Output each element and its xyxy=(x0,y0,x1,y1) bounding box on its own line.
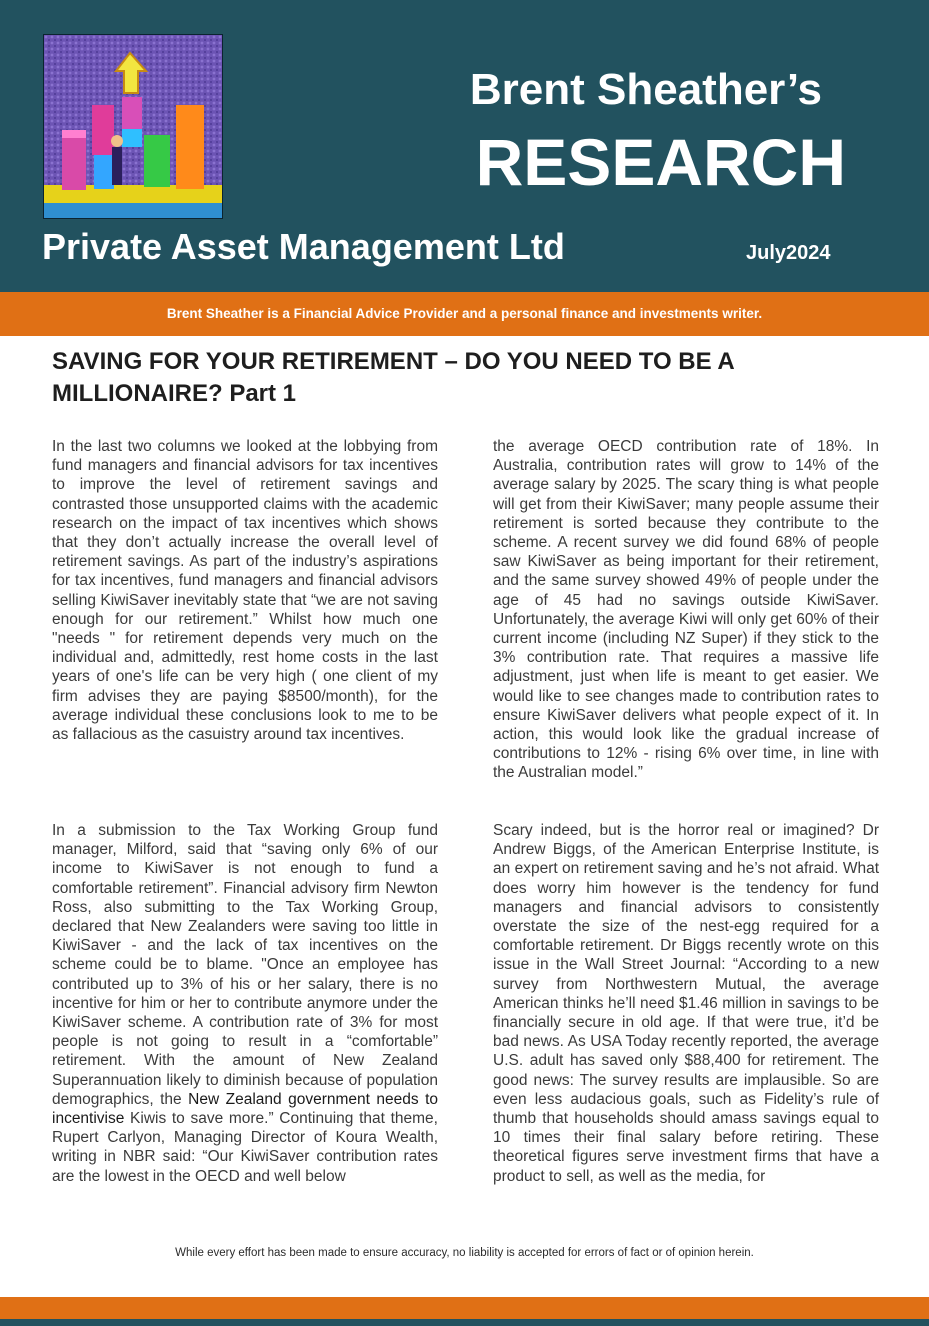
issue-date: July2024 xyxy=(746,242,831,264)
tagline-band xyxy=(0,292,929,336)
footer-band xyxy=(0,1297,929,1326)
column1-emphasis: New Zealand government needs to incentivise xyxy=(52,1090,439,1128)
company-name: Private Asset Management Ltd xyxy=(42,226,565,267)
logo-image xyxy=(43,34,223,219)
column1-paragraph2-part2: Kiwis to save more.” Continuing that theme, Rupert Carlyon, Managing Director of Koura Wealth, writing in NBR said: “Our KiwiSaver contribution rates are the lowest in the OECD and well below xyxy=(52,1110,438,1185)
column2-paragraph2: Scary indeed, but is the horror real or imagined? Dr Andrew Biggs, of the American Enterprise Institute, is an expert on retirement saving and he’s not afraid. What does worry him however is the tendency for fund managers and financial advisors to consistently overstate the size of the nest-egg required for a comfortable retirement. Dr Biggs recently wrote on this issue in the Wall Street Journal: “According to a new survey from Northwestern Mutual, the average American thinks he’ll need $1.46 million in savings to be financially secure in old age. If that were true, it’d be bad news. As USA Today recently reported, the average U.S. adult has saved only $88,400 for retirement. The good news: The survey results are implausible. So are even less audacious goals, such as Fidelity’s rule of thumb that households should amass savings equal to 10 times their final salary before retiring. These theoretical figures serve investment firms that have a product to sell, as well as the media, for xyxy=(493,822,879,1185)
column2-paragraph1: the average OECD contribution rate of 18%. In Australia, contribution rates will grow to 14% of the average salary by 2025. The scary thing is what people will get from their KiwiSaver; many people assume their retirement is sorted because they contribute to the scheme. A recent survey we did found 68% of people saw KiwiSaver as being important for their retirement, and the same survey showed 49% of people under the age of 45 had no savings outside KiwiSaver. Unfortunately, the average Kiwi will only get 60% of their current income (including NZ Super) if they stick to the 3% contribution rate. That requires a massive life adjustment, just when life is meant to get easier. We would like to see changes made to contribution rates to ensure KiwiSaver delivers what people expect of it. In action, this would look like the gradual increase of contributions to 12% - rising 6% over time, in line with the Australian model.” xyxy=(493,438,879,782)
column1-paragraph2-part1: In a submission to the Tax Working Group fund manager, Milford, said that “saving only 6% of our income to KiwiSaver is not enough to fund a comfortable retirement”. Financial advisory firm Newton Ross, also submitting to the Tax Working Group, declared that New Zealanders were saving too little in KiwiSaver - and the lack of tax incentives on the scheme could be to blame. "Once an employee has contributed up to 3% of his or her salary, there is no incentive for him or her to contribute anymore under the KiwiSaver scheme. A contribution rate of 3% for most people is not going to result in a “comfortable” retirement. With the amount of New Zealand Superannuation likely to diminish because of population demographics, the xyxy=(52,822,438,1108)
tagline-text: Brent Sheather is a Financial Advice Provider and a personal finance and investments writer. xyxy=(166,306,763,321)
article-headline: SAVING FOR YOUR RETIREMENT – DO YOU NEED TO BE A MILLIONAIRE? Part 1 xyxy=(52,348,734,407)
newsletter-title-research: RESEARCH xyxy=(475,125,846,199)
footer-stripe xyxy=(0,1319,929,1326)
newsletter-title-line1: Brent Sheather’s xyxy=(469,65,822,114)
bar-chart-illustration-icon xyxy=(44,35,222,218)
header-banner xyxy=(0,0,929,292)
disclaimer: While every effort has been made to ensure accuracy, no liability is accepted for errors of fact or of opinion herein. xyxy=(175,1247,754,1259)
column1-paragraph1: In the last two columns we looked at the lobbying from fund managers and financial advisors for tax incentives to improve the level of retirement savings and contrasted those unsupported claims with the academic research on the impact of tax incentives which shows that they don’t actually increase the overall level of retirement savings. As part of the industry’s aspirations for tax incentives, fund managers and financial advisors selling KiwiSaver inevitably state that “we are not saving enough for our retirement.” Whilst how much one "needs " for retirement depends very much on the individual and, admittedly, rest home costs in the last years of one's life can be very high ( one client of my firm advises they are paying $8500/month), for the average individual these conclusions look to me to be as fallacious as the casuistry around tax incentives. xyxy=(52,438,438,744)
column1-paragraph2 xyxy=(52,821,438,1186)
